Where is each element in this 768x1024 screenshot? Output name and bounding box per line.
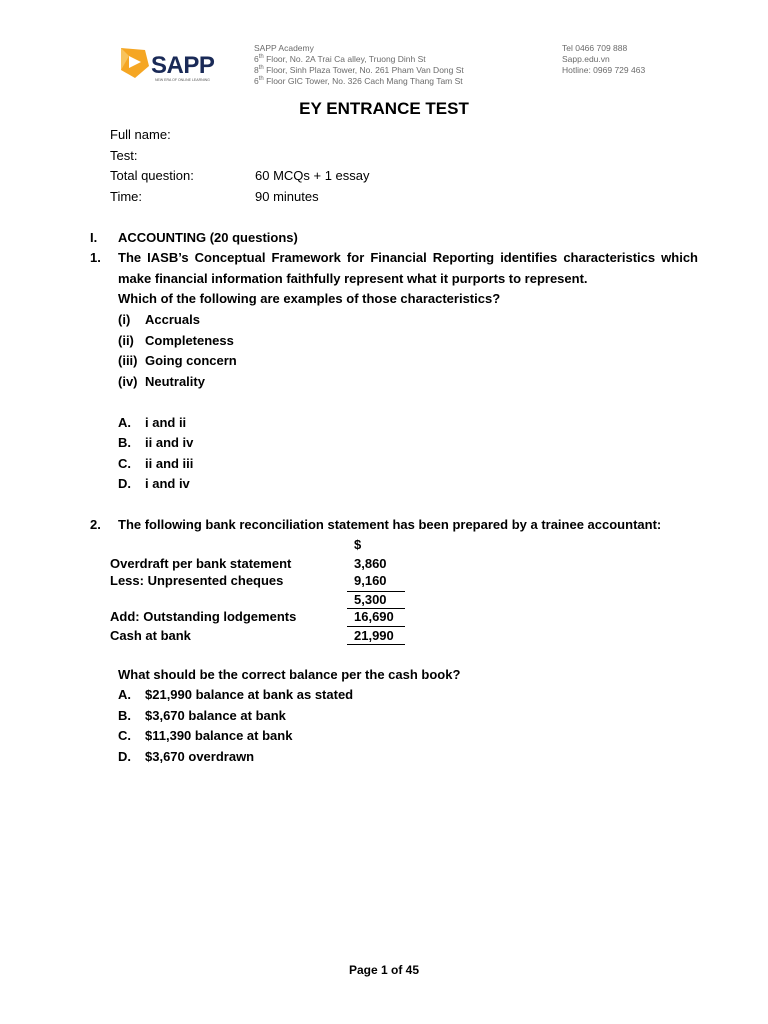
address-line: 6th Floor, No. 2A Trai Ca alley, Truong Dinh St: [254, 54, 426, 64]
q1-item-text: Neutrality: [145, 374, 205, 389]
q1-option-text: i and iv: [145, 476, 190, 491]
recon-value: 3,860: [354, 556, 387, 571]
recon-value: 5,300: [354, 592, 387, 607]
sapp-logo-icon: [117, 44, 151, 80]
section-number: I.: [90, 230, 98, 245]
q1-item-num: (iv): [118, 374, 138, 389]
q1-item-num: (iii): [118, 353, 138, 368]
time-label: Time:: [110, 189, 143, 204]
q1-option-letter: B.: [118, 435, 131, 450]
time-value: 90 minutes: [255, 189, 319, 204]
tel: Tel 0466 709 888: [562, 43, 628, 53]
q2-number: 2.: [90, 517, 101, 532]
logo-tagline: NEW ERA OF ONLINE LEARNING: [155, 78, 210, 82]
sapp-logo: [117, 44, 215, 84]
page-number: Page 1 of 45: [348, 963, 420, 977]
q2-option-text: $3,670 balance at bank: [145, 708, 286, 723]
q2-option-letter: D.: [118, 749, 131, 764]
hotline: Hotline: 0969 729 463: [562, 65, 646, 75]
q1-item-num: (ii): [118, 333, 134, 348]
q1-text-line2: make financial information faithfully represent what it purports to represent.: [118, 271, 588, 286]
q2-option-letter: B.: [118, 708, 131, 723]
section-title: ACCOUNTING (20 questions): [118, 230, 298, 245]
q1-option-letter: D.: [118, 476, 131, 491]
q2-option-letter: C.: [118, 728, 131, 743]
recon-label: Cash at bank: [110, 628, 191, 643]
test-label: Test:: [110, 148, 138, 163]
logo-text: SAPP: [151, 52, 215, 79]
recon-value: 9,160: [354, 573, 387, 588]
recon-label: Add: Outstanding lodgements: [110, 609, 297, 624]
q1-option-text: ii and iii: [145, 456, 194, 471]
header-contacts: [562, 43, 645, 76]
q1-option-text: i and ii: [145, 415, 187, 430]
q1-option-letter: A.: [118, 415, 131, 430]
q1-item-text: Going concern: [145, 353, 237, 368]
q2-option-text: $21,990 balance at bank as stated: [145, 687, 354, 702]
page-title: EY ENTRANCE TEST: [299, 99, 469, 118]
total-value: 60 MCQs + 1 essay: [255, 168, 370, 183]
total-label: Total question:: [110, 168, 194, 183]
address-line: 8th Floor, Sinh Plaza Tower, No. 261 Pham Van Dong St: [254, 65, 464, 75]
q1-prompt: Which of the following are examples of those characteristics?: [118, 291, 501, 306]
q1-item-num: (i): [118, 312, 131, 327]
sum-rule: [347, 626, 405, 627]
recon-label: Overdraft per bank statement: [110, 556, 292, 571]
academy-name: SAPP Academy: [254, 43, 314, 53]
q1-option-text: ii and iv: [145, 435, 194, 450]
total-rule: [347, 644, 405, 645]
q2-text: The following bank reconciliation statement has been prepared by a trainee accountant:: [118, 517, 662, 532]
q1-option-letter: C.: [118, 456, 131, 471]
q2-option-text: $11,390 balance at bank: [145, 728, 293, 743]
header-addresses: [254, 43, 464, 87]
q1-item-text: Completeness: [145, 333, 234, 348]
recon-value: 16,690: [354, 609, 394, 624]
recon-label: Less: Unpresented cheques: [110, 573, 284, 588]
address-line: 6th Floor GIC Tower, No. 326 Cach Mang Thang Tam St: [254, 76, 463, 86]
q2-prompt: What should be the correct balance per the cash book?: [118, 667, 461, 682]
q2-option-letter: A.: [118, 687, 131, 702]
q2-option-text: $3,670 overdrawn: [145, 749, 255, 764]
full-name-label: Full name:: [110, 127, 171, 142]
recon-value: 21,990: [354, 628, 394, 643]
q1-number: 1.: [90, 250, 101, 265]
currency-symbol: $: [354, 537, 362, 552]
website: Sapp.edu.vn: [562, 54, 610, 64]
q1-item-text: Accruals: [145, 312, 200, 327]
q1-text-line1: The IASB’s Conceptual Framework for Financial Reporting identifies characteristics which: [118, 250, 698, 265]
